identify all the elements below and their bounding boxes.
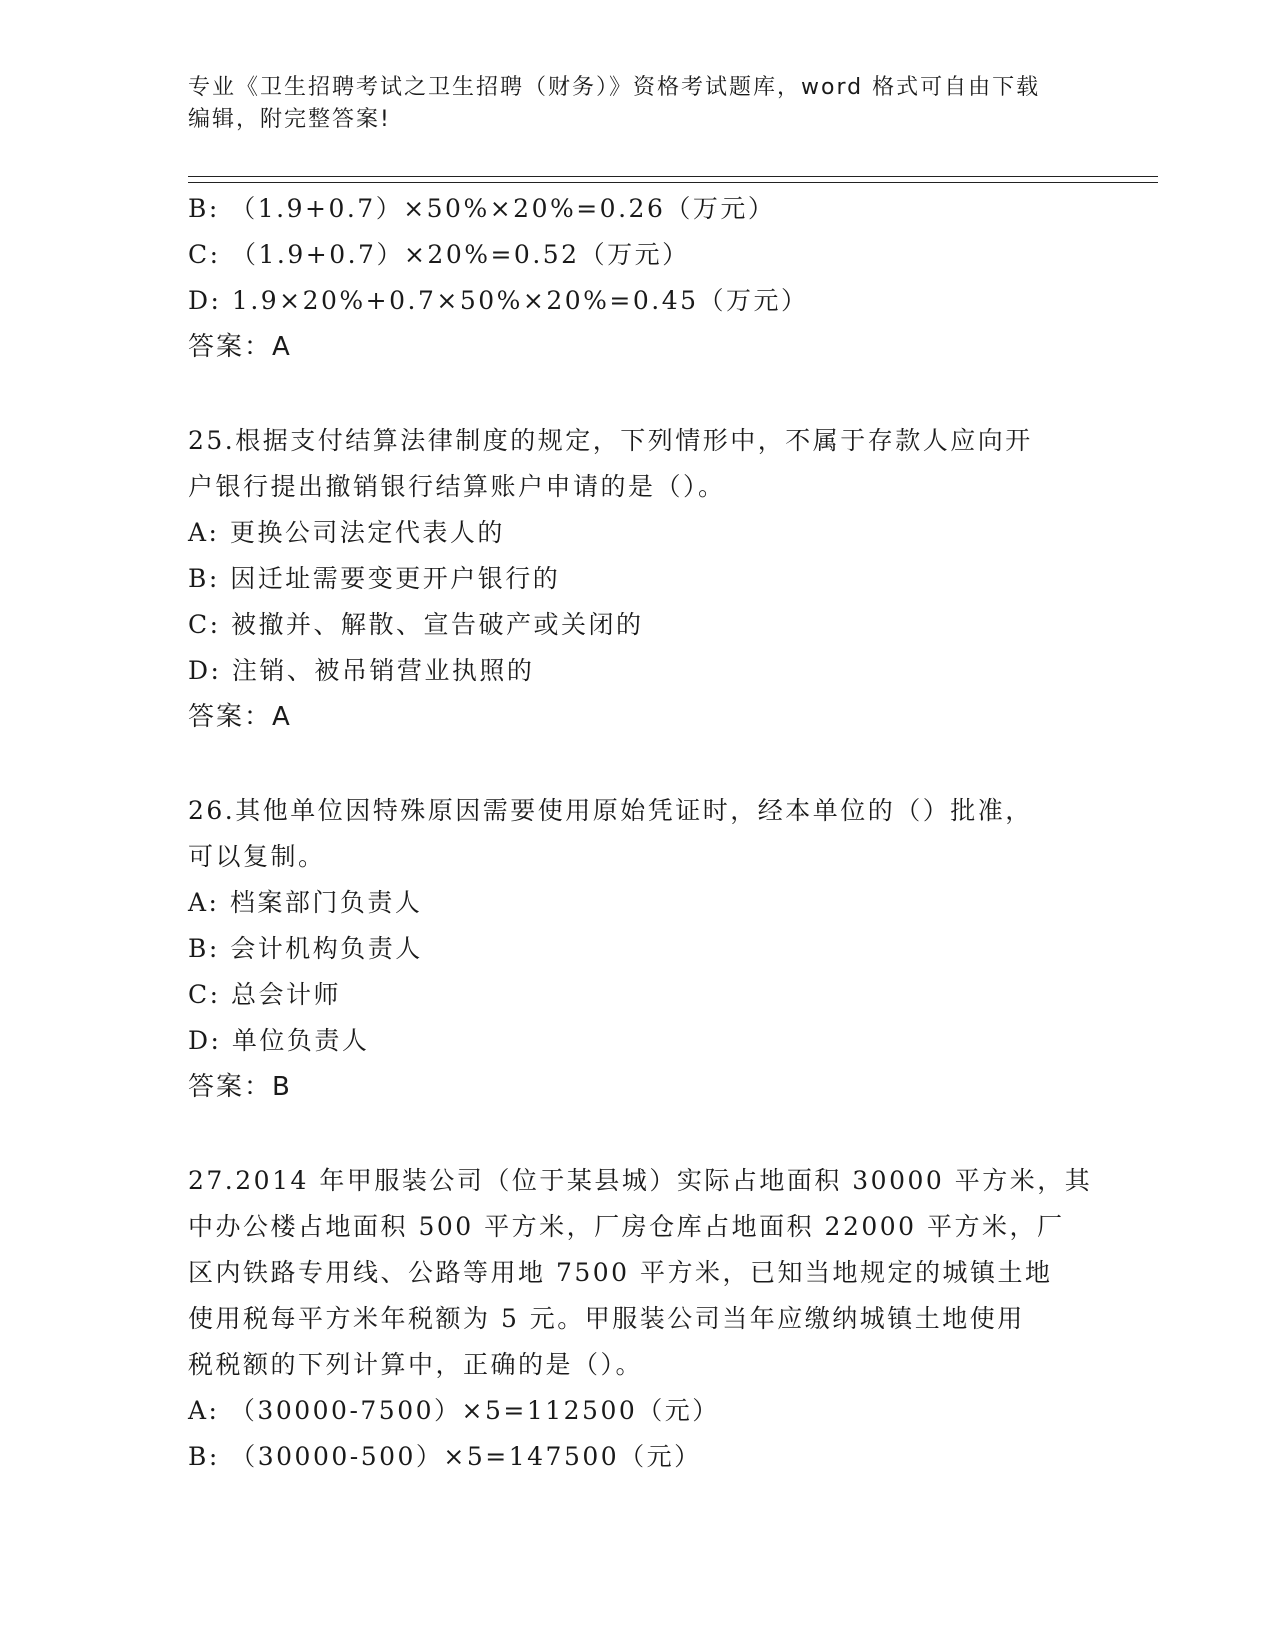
question-block-26 [188, 788, 1088, 1110]
header-divider-bottom [188, 182, 1158, 183]
document-header [188, 72, 1088, 136]
question-text-line: 区内铁路专用线、公路等用地 7500 平方米，已知当地规定的城镇土地 [188, 1258, 1053, 1287]
option-b: B: （1.9+0.7）×50%×20%=0.26（万元） [188, 194, 776, 223]
option-a: A: 更换公司法定代表人的 [188, 518, 505, 547]
question-text-line: 27.2014 年甲服装公司（位于某县城）实际占地面积 30000 平方米，其 [188, 1166, 1093, 1195]
option-d: D: 单位负责人 [188, 1026, 370, 1055]
answer-line: 答案：A [188, 332, 292, 362]
option-b: B: 会计机构负责人 [188, 934, 423, 963]
question-text-line: 税税额的下列计算中，正确的是（）。 [188, 1350, 644, 1379]
question-block-27 [188, 1158, 1093, 1480]
question-text [188, 418, 1088, 510]
option-c: C: （1.9+0.7）×20%=0.52（万元） [188, 240, 690, 269]
question-text-line: 可以复制。 [188, 842, 326, 871]
option-d: D: 1.9×20%+0.7×50%×20%=0.45（万元） [188, 286, 809, 315]
question-text-line: 25.根据支付结算法律制度的规定，下列情形中，不属于存款人应向开 [188, 426, 1033, 455]
option-c: C: 总会计师 [188, 980, 341, 1009]
option-a: A: 档案部门负责人 [188, 888, 423, 917]
question-block-24 [188, 186, 1088, 370]
option-a: A: （30000-7500）×5=112500（元） [188, 1396, 720, 1425]
option-b: B: （30000-500）×5=147500（元） [188, 1442, 702, 1471]
question-text-line: 使用税每平方米年税额为 5 元。甲服装公司当年应缴纳城镇土地使用 [188, 1304, 1025, 1333]
question-text-line: 26.其他单位因特殊原因需要使用原始凭证时，经本单位的（）批准， [188, 796, 1033, 825]
question-text-line: 户银行提出撤销银行结算账户申请的是（）。 [188, 472, 726, 501]
header-divider-top [188, 176, 1158, 177]
question-text-line: 中办公楼占地面积 500 平方米，厂房仓库占地面积 22000 平方米，厂 [188, 1212, 1065, 1241]
question-text [188, 1158, 1093, 1388]
answer-line: 答案：B [188, 1072, 292, 1102]
option-b: B: 因迁址需要变更开户银行的 [188, 564, 561, 593]
header-line-1: 专业《卫生招聘考试之卫生招聘（财务）》资格考试题库，word 格式可自由下载 [188, 75, 1041, 100]
question-text [188, 788, 1088, 880]
answer-line: 答案：A [188, 702, 292, 732]
option-d: D: 注销、被吊销营业执照的 [188, 656, 535, 685]
question-list [188, 186, 1093, 1480]
header-line-2: 编辑，附完整答案! [188, 107, 391, 132]
option-c: C: 被撤并、解散、宣告破产或关闭的 [188, 610, 644, 639]
question-block-25 [188, 418, 1088, 740]
